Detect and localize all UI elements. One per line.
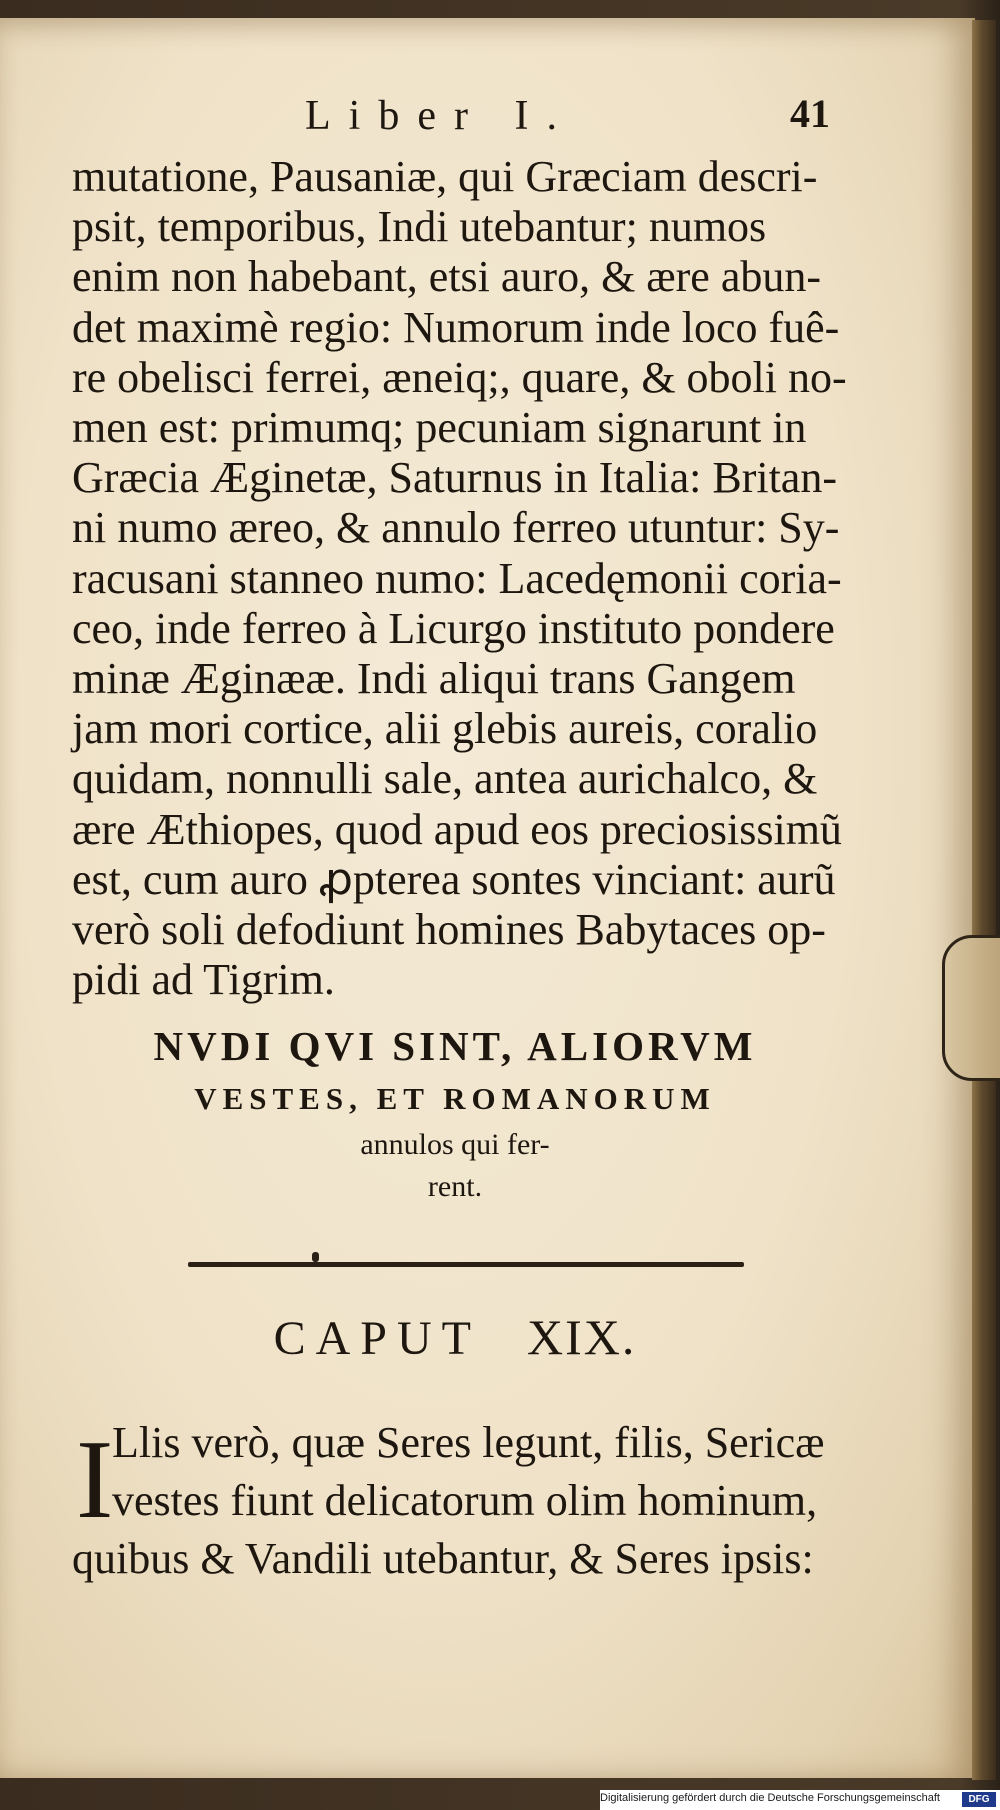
ornament-dot: [312, 1252, 319, 1262]
divider-rule: [188, 1262, 744, 1267]
text-line: quibus & Vandili utebantur, & Seres ipsis:: [72, 1534, 814, 1583]
chapter-number: XIX.: [526, 1309, 637, 1365]
section-heading: [60, 1018, 850, 1208]
text-line: racusani stanneo numo: Lacedęmonii coria-: [72, 553, 842, 603]
text-line: psit, temporibus, Indi utebantur; numos: [72, 202, 767, 252]
heading-line: annulos qui fer-: [360, 1128, 550, 1161]
drop-cap: I: [76, 1418, 114, 1542]
heading-line: rent.: [427, 1170, 483, 1203]
text-line: ni numo æreo, & annulo ferreo utuntur: Sy-: [72, 503, 840, 553]
running-title: Liber I.: [305, 93, 575, 139]
heading-line: NVDI QVI SINT, ALIORVM: [153, 1023, 757, 1069]
dfg-logo: DFG: [962, 1792, 996, 1807]
text-line: vestes fiunt delicatorum olim hominum,: [112, 1476, 818, 1525]
text-line: pidi ad Tigrim.: [72, 955, 335, 1005]
page-header: [0, 92, 972, 142]
chapter-text: [72, 1414, 862, 1588]
text-line: ceo, inde ferreo à Licurgo instituto pondere: [72, 603, 835, 653]
digitization-footer: [600, 1790, 1000, 1810]
clasp-icon: [942, 935, 1000, 1081]
chapter-title: [60, 1308, 850, 1366]
text-line: Llis verò, quæ Seres legunt, filis, Sericæ: [112, 1418, 825, 1467]
page-number: 41: [790, 91, 830, 136]
text-line: men est: primumq; pecuniam signarunt in: [72, 403, 807, 453]
text-line: quidam, nonnulli sale, antea aurichalco, &: [72, 754, 818, 804]
text-line: jam mori cortice, alii glebis aureis, coralio: [72, 704, 818, 754]
text-line: minæ Æginææ. Indi aliqui trans Gangem: [72, 654, 796, 704]
text-line: est, cum auro ꝓpterea sontes vinciant: aurũ: [72, 854, 836, 904]
text-line: mutatione, Pausaniæ, qui Græciam descri-: [72, 152, 818, 201]
footer-credit: Digitalisierung gefördert durch die Deutsche Forschungsgemeinschaft: [600, 1792, 940, 1804]
chapter-label: CAPUT: [273, 1312, 481, 1365]
page-edge: [972, 20, 996, 1780]
heading-line: VESTES, ET ROMANORUM: [194, 1081, 716, 1116]
text-line: re obelisci ferrei, æneiq;, quare, & oboli no-: [72, 352, 847, 402]
text-line: Græcia Æginetæ, Saturnus in Italia: Britan-: [72, 453, 837, 503]
text-line: verò soli defodiunt homines Babytaces op-: [72, 905, 826, 955]
text-line: ære Æthiopes, quod apud eos preciosissimũ: [72, 804, 842, 854]
text-line: enim non habebant, etsi auro, & ære abun-: [72, 252, 822, 302]
body-text: [72, 152, 852, 1005]
text-line: det maximè regio: Numorum inde loco fuê-: [72, 302, 840, 352]
